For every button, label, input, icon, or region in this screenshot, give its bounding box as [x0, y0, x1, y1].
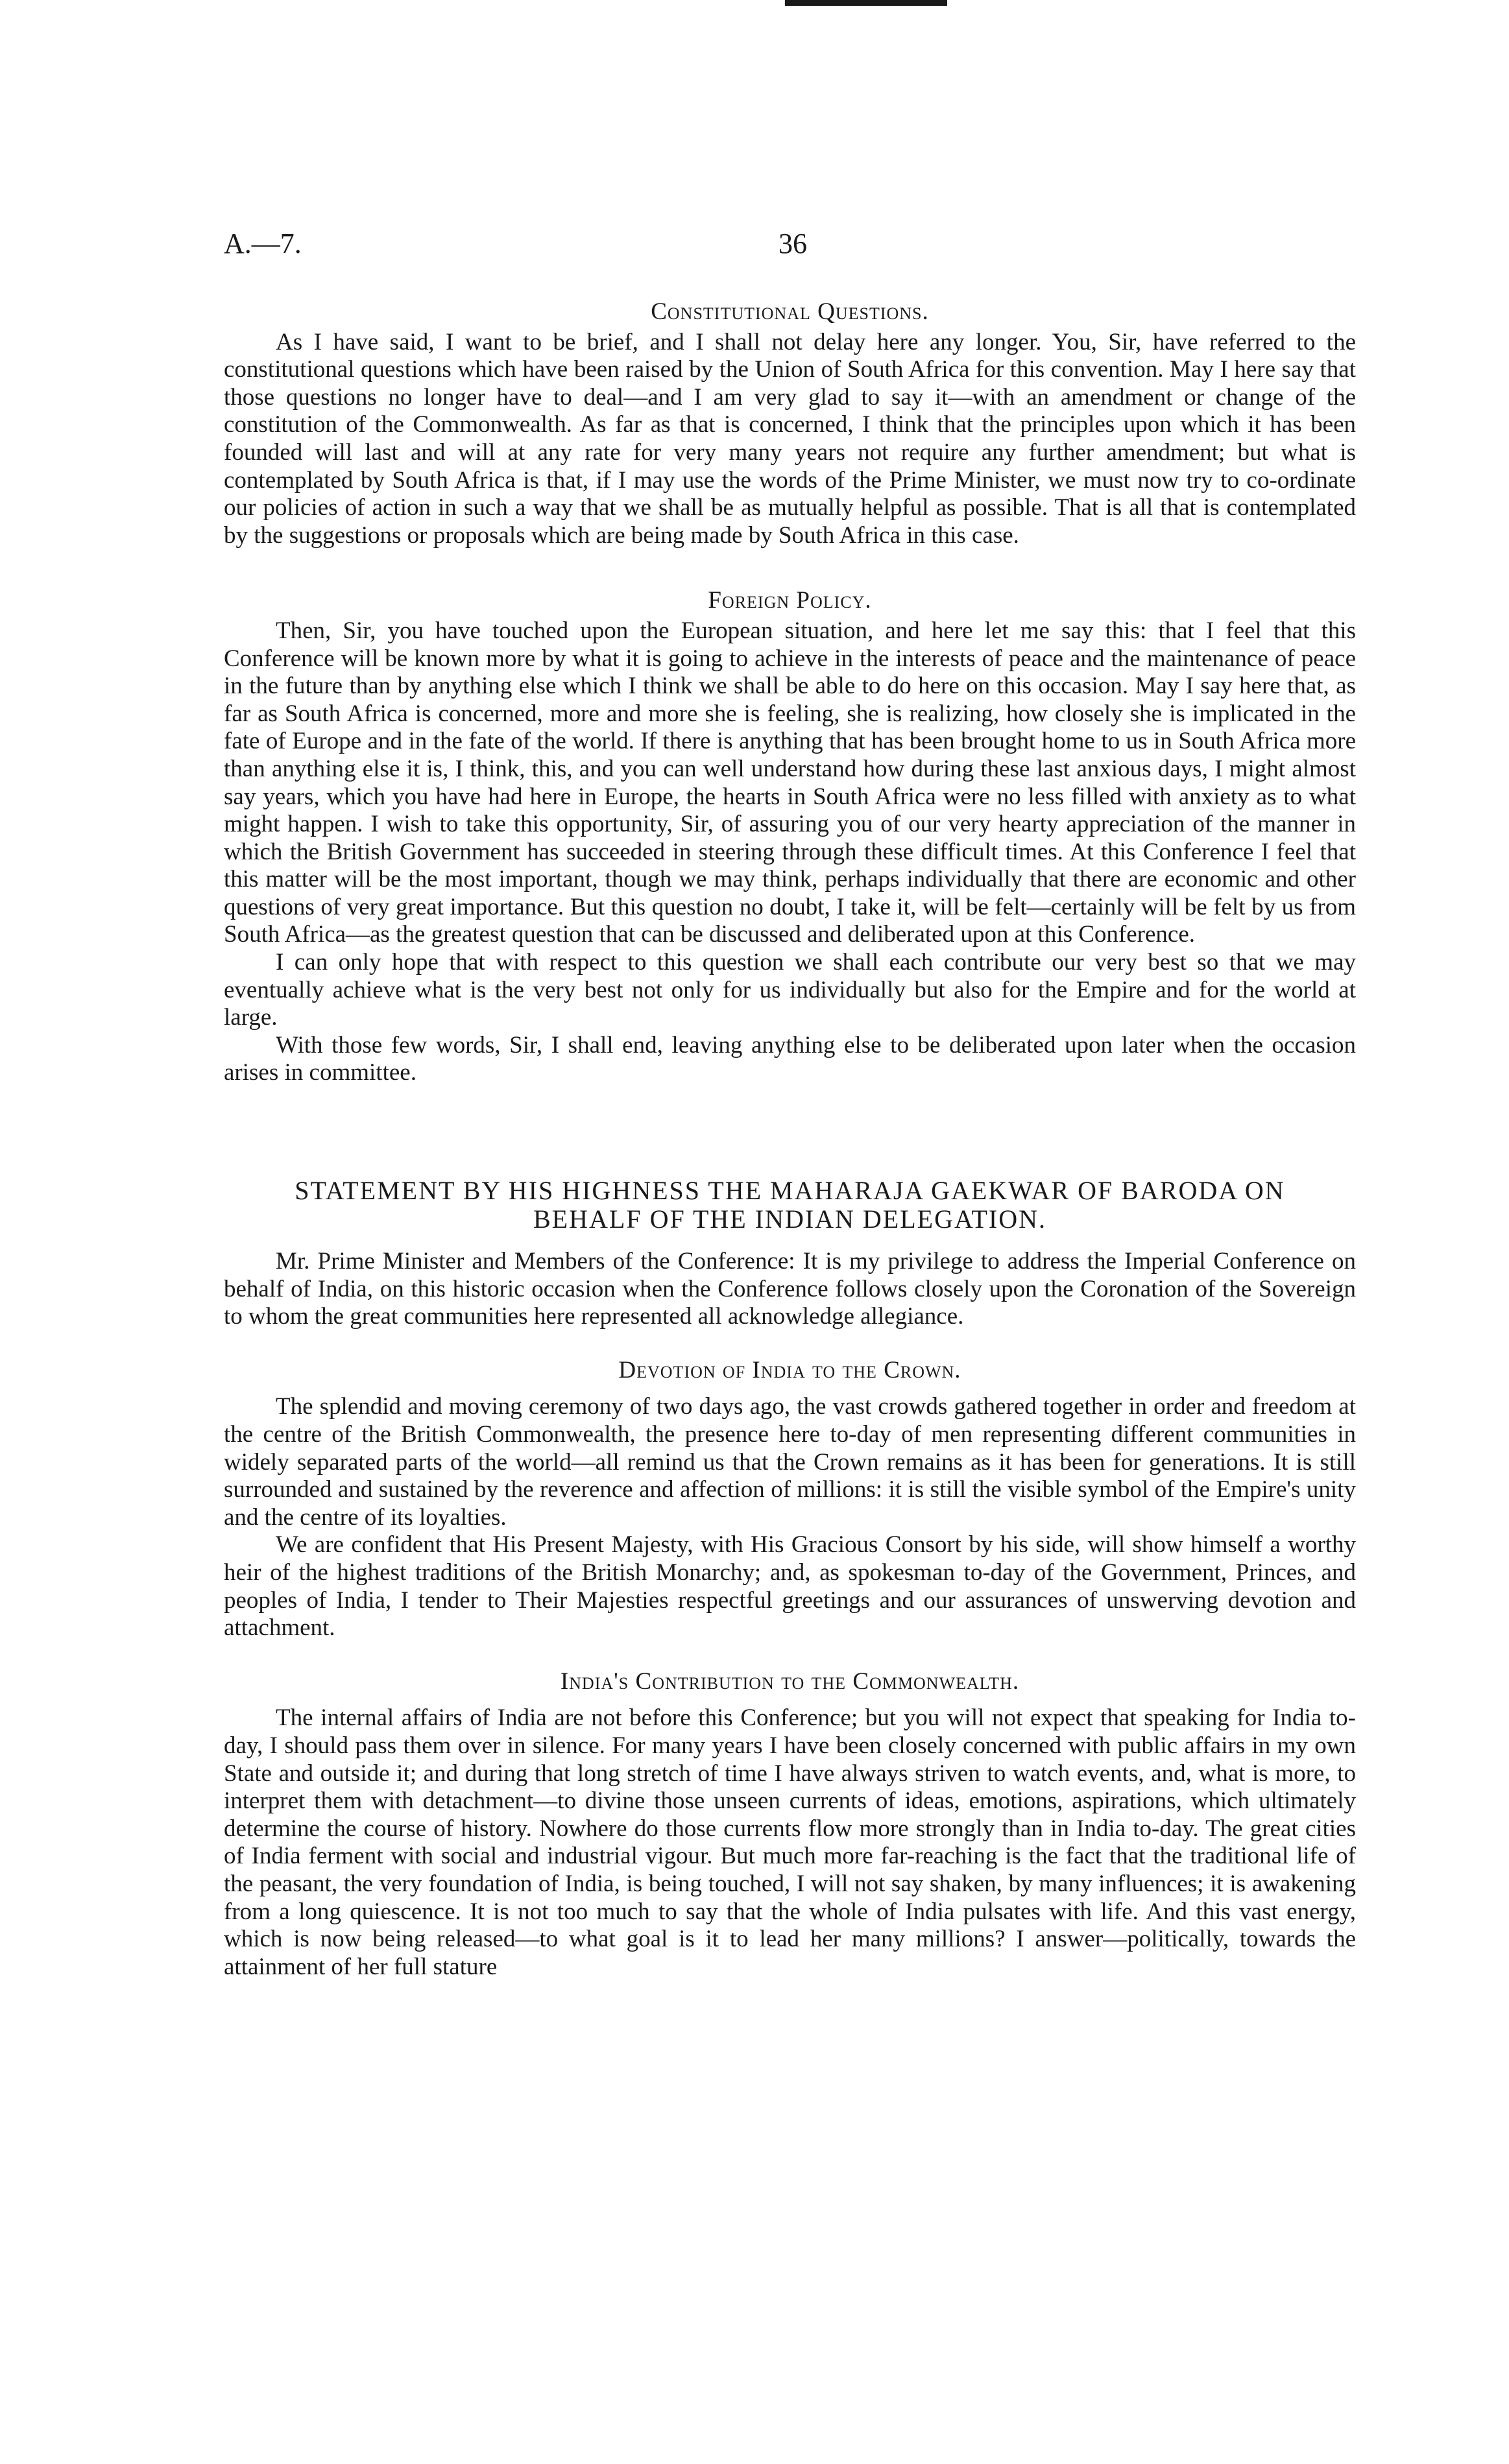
paragraph: I can only hope that with respect to this question we shall each contribute our very best so that we may eventually achieve what is the very best not only for us individually but also for the Empire and for the world at large.: [224, 949, 1356, 1031]
paragraph: Then, Sir, you have touched upon the European situation, and here let me say this: that I feel that this Conference will be known more by what it is going to achieve in the interests of peace and the maintenance of peace in the future than by anything else which I think we shall be able to do here on this occasion. May I say here that, as far as South Africa is concerned, more and more she is feeling, she is realizing, how closely she is implicated in the fate of Europe and in the fate of the world. If there is anything that has been brought home to us in South Africa more than anything else it is, I think, this, and you can well understand how during these last anxious days, I might almost say years, which you have had here in Europe, the hearts in South Africa were no less filled with anxiety as to what might happen. I wish to take this opportunity, Sir, of assuring you of our very hearty appreciation of the manner in which the British Government has succeeded in steering through these difficult times. At this Conference I feel that this matter will be the most important, though we may think, perhaps individually that there are economic and other questions of very great importance. But this question no doubt, I take it, will be felt—certainly will be felt by us from South Africa—as the greatest question that can be discussed and deliberated upon at this Conference.: [224, 617, 1356, 948]
heading-india-contribution: India's Contribution to the Commonwealth.: [560, 1668, 1020, 1695]
page-header: [224, 227, 1356, 266]
document-body: [224, 298, 1356, 1981]
heading-devotion-of-india: Devotion of India to the Crown.: [618, 1356, 961, 1383]
heading-foreign-policy: Foreign Policy.: [708, 587, 872, 614]
paragraph: Mr. Prime Minister and Members of the Conference: It is my privilege to address the Imperial Conference on behalf of India, on this historic occasion when the Conference follows closely upon the Coronation of the Sovereign to whom the great communities here represented all acknowledge allegiance.: [224, 1248, 1356, 1330]
heading-constitutional-questions: Constitutional Questions.: [651, 298, 929, 325]
statement-title: [224, 1177, 1356, 1234]
paragraph: The splendid and moving ceremony of two days ago, the vast crowds gathered together in order and freedom at the centre of the British Commonwealth, the presence here to-day of men representing different communities in widely separated parts of the world—all remind us that the Crown remains as it has been for generations. It is still surrounded and sustained by the reverence and affection of millions: it is still the visible symbol of the Empire's unity and the centre of its loyalties.: [224, 1393, 1356, 1531]
paragraph: The internal affairs of India are not before this Conference; but you will not expect that speaking for India to-day, I should pass them over in silence. For many years I have been closely concerned with public affairs in my own State and outside it; and during that long stretch of time I have always striven to watch events, and, what is more, to interpret them with detachment—to divine those unseen currents of ideas, emotions, aspirations, which ultimately determine the course of history. Nowhere do those currents flow more strongly than in India to-day. The great cities of India ferment with social and industrial vigour. But much more far-reaching is the fact that the traditional life of the peasant, the very foundation of India, is being touched, I will not say shaken, by many influences; it is awakening from a long quiescence. It is not too much to say that the whole of India pulsates with life. And this vast energy, which is now being released—to what goal is it to lead her many millions? I answer—politically, towards the attainment of her full stature: [224, 1704, 1356, 1980]
top-rule: [785, 0, 947, 6]
document-reference: A.—7.: [224, 228, 302, 259]
paragraph: With those few words, Sir, I shall end, leaving anything else to be deliberated upon later when the occasion arises in committee.: [224, 1031, 1356, 1086]
statement-title-line: BEHALF OF THE INDIAN DELEGATION.: [533, 1204, 1046, 1234]
paragraph: We are confident that His Present Majesty, with His Gracious Consort by his side, will show himself a worthy heir of the highest traditions of the British Monarchy; and, as spokesman to-day of the Government, Princes, and peoples of India, I tender to Their Majesties respectful greetings and our assurances of unswerving devotion and attachment.: [224, 1531, 1356, 1642]
page-number: 36: [779, 228, 807, 259]
statement-title-line: STATEMENT BY HIS HIGHNESS THE MAHARAJA GAEKWAR OF BARODA ON: [295, 1176, 1285, 1206]
paragraph: As I have said, I want to be brief, and I shall not delay here any longer. You, Sir, have referred to the constitutional questions which have been raised by the Union of South Africa for this convention. May I here say that those questions no longer have to deal—and I am very glad to say it—with an amendment or change of the constitution of the Commonwealth. As far as that is concerned, I think that the principles upon which it has been founded will last and will at any rate for very many years not require any further amendment; but what is contemplated by South Africa is that, if I may use the words of the Prime Minister, we must now try to co-ordinate our policies of action in such a way that we shall be as mutually helpful as possible. That is all that is contemplated by the suggestions or proposals which are being made by South Africa in this case.: [224, 328, 1356, 549]
